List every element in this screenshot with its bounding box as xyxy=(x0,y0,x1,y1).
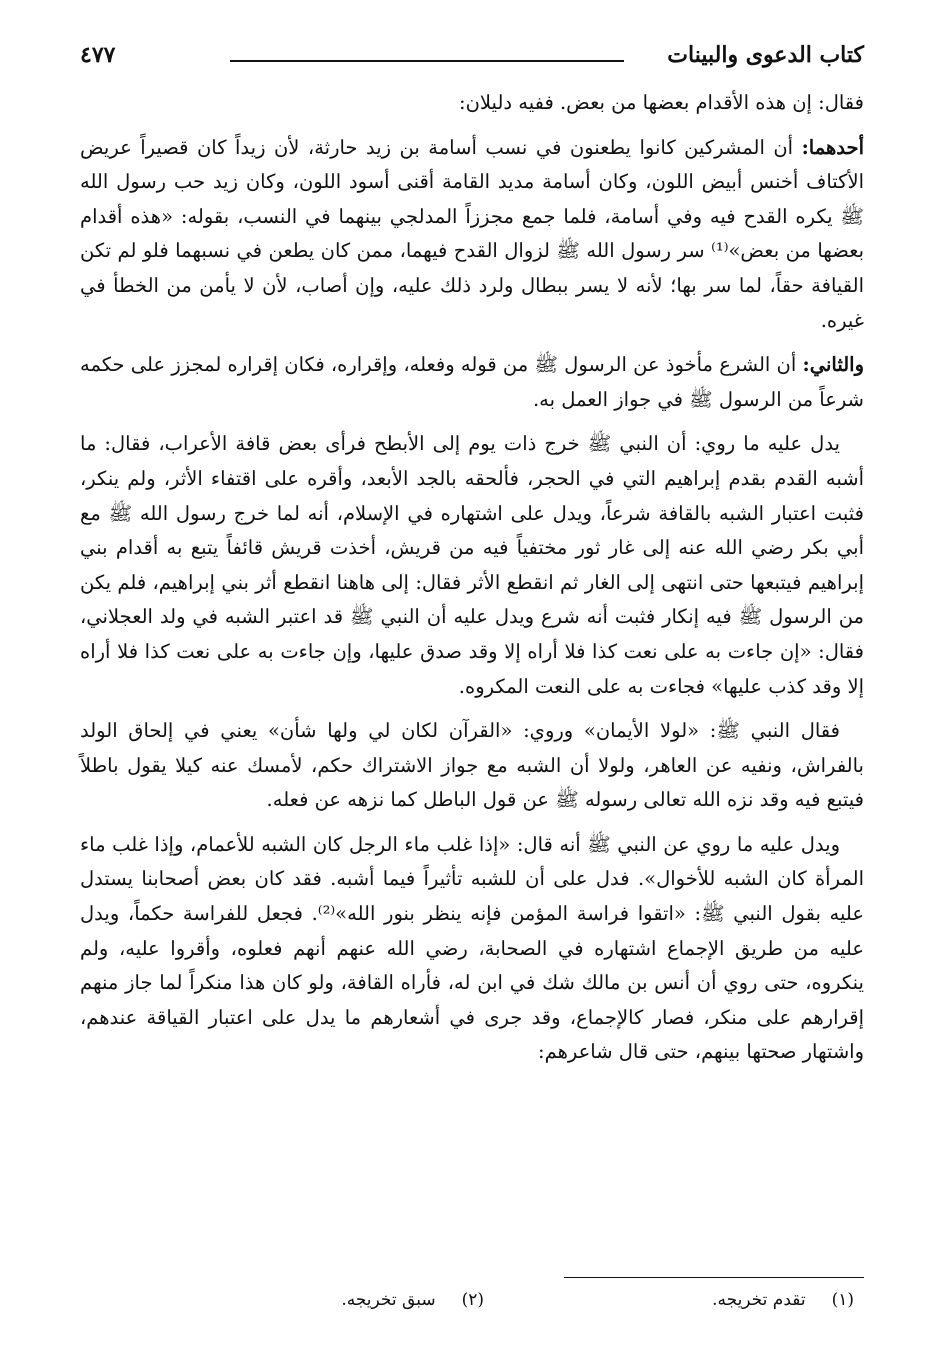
paragraph-text: أن الشرع مأخوذ عن الرسول ﷺ من قوله وفعله، وإقراره، فكان إقراره لمجزز على حكمه شرعاً من الرسول ﷺ في جواز العمل به. xyxy=(80,353,864,411)
paragraph-text: فقال: إن هذه الأقدام بعضها من بعض. ففيه دليلان: xyxy=(459,91,864,114)
paragraph xyxy=(80,427,864,704)
paragraph-lead: أحدهما: xyxy=(801,135,864,159)
paragraph-text: أن المشركين كانوا يطعنون في نسب أسامة بن زيد حارثة، لأن زيداً كان قصيراً عريض الأكتاف أخنس أبيض اللون، وكان أسامة مديد القامة أقنى أسود اللون، وكان زيد حب رسول الله ﷺ يكره القدح فيه وفي أسامة، فلما جمع مجززاً المدلجي بينهما في النسب، بقوله: «هذه أقدام بعضها من بعض»⁽¹⁾ سر رسول الله ﷺ لزوال القدح فيهما، ممن كان يطعن في نسبهما فلو لم تكن القيافة حقاً، لما سر بها؛ لأنه لا يسر ببطال ولرد ذلك عليه، وإن أصاب، لأن لا يأمن من الخطأ في غيره. xyxy=(80,135,864,332)
paragraph xyxy=(80,714,864,818)
footnote-text: تقدم تخريجه. xyxy=(712,1290,806,1310)
paragraph-lead: والثاني: xyxy=(802,353,864,377)
footnote xyxy=(341,1290,484,1310)
paragraph-text: يدل عليه ما روي: أن النبي ﷺ خرج ذات يوم إلى الأبطح فرأى بعض قافة الأعراب، فقال: ما أشبه القدم بقدم إبراهيم التي في الحجر، فألحقه بالجد الأبعد، وأقره على اقتفاء الأثر، ولم ينكر، فثبت اعتبار الشبه بالقافة شرعاً، ويدل على اشتهاره في الإسلام، أنه لما خرج رسول الله ﷺ مع أبي بكر رضي الله عنه إلى غار ثور مختفياً فيه من قريش، أخذت قريش قائفاً يتبع به أقدام بني إبراهيم فيتبعها حتى انتهى إلى الغار ثم انقطع الأثر فقال: إلى هاهنا انقطع أثر بني إبراهيم، فلم يكن من الرسول ﷺ فيه إنكار فثبت أنه شرع ويدل عليه أن النبي ﷺ قد اعتبر الشبه في ولد العجلاني، فقال: «إن جاءت به على نعت كذا فلا أراه إلا وقد صدق عليها، وإن جاءت به على نعت كذا فلا أراه إلا وقد كذب عليها» فجاءت به على النعت المكروه. xyxy=(80,432,864,698)
header-rule xyxy=(230,60,624,62)
paragraph xyxy=(80,131,864,339)
footnote-number: (٢) xyxy=(461,1290,484,1310)
page-header xyxy=(80,38,864,78)
paragraph xyxy=(80,348,864,417)
page-number: ٤٧٧ xyxy=(80,42,116,68)
footnotes xyxy=(80,1290,864,1320)
paragraph-text: فقال النبي ﷺ: «لولا الأيمان» وروي: «القرآن لكان لي ولها شأن» يعني في إلحاق الولد بالفراش، ونفيه عن العاهر، ولولا أن الشبه مع جواز الاشتراك حكم، لأمسك عنه كيلا يقول باطلاً فيتبع فيه وقد نزه الله تعالى رسوله ﷺ عن قول الباطل كما نزهه عن فعله. xyxy=(80,719,864,812)
paragraph xyxy=(80,86,864,121)
running-title: كتاب الدعوى والبينات xyxy=(667,42,864,68)
paragraph-text: ويدل عليه ما روي عن النبي ﷺ أنه قال: «إذا غلب ماء الرجل كان الشبه للأعمام، وإذا غلب ماء المرأة كان الشبه للأخوال». فدل على أن للشبه تأثيراً فيما أشبه. فقد كان بعض أصحابنا يستدل عليه بقول النبي ﷺ: «اتقوا فراسة المؤمن فإنه ينظر بنور الله»⁽²⁾. فجعل للفراسة حكماً، ويدل عليه من طريق الإجماع اشتهاره في الصحابة، رضي الله عنهم أنهم فعلوه، وأقروا عليه، ولم ينكروه، حتى روي أن أنس بن مالك شك في ابن له، فأراه القافة، ولو كان هذا منكراً لما جاز منهم إقرارهم على منكر، فصار كالإجماع، وقد جرى في أشعارهم ما يدل على اعتبار القياقة عندهم، واشتهار صحتها بينهم، حتى قال شاعرهم: xyxy=(80,832,864,1064)
paragraph xyxy=(80,828,864,1070)
footnote-number: (١) xyxy=(831,1290,854,1310)
main-text xyxy=(80,86,864,1080)
footnote xyxy=(712,1290,854,1310)
footnote-rule xyxy=(564,1277,864,1278)
footnote-text: سبق تخريجه. xyxy=(341,1290,436,1310)
